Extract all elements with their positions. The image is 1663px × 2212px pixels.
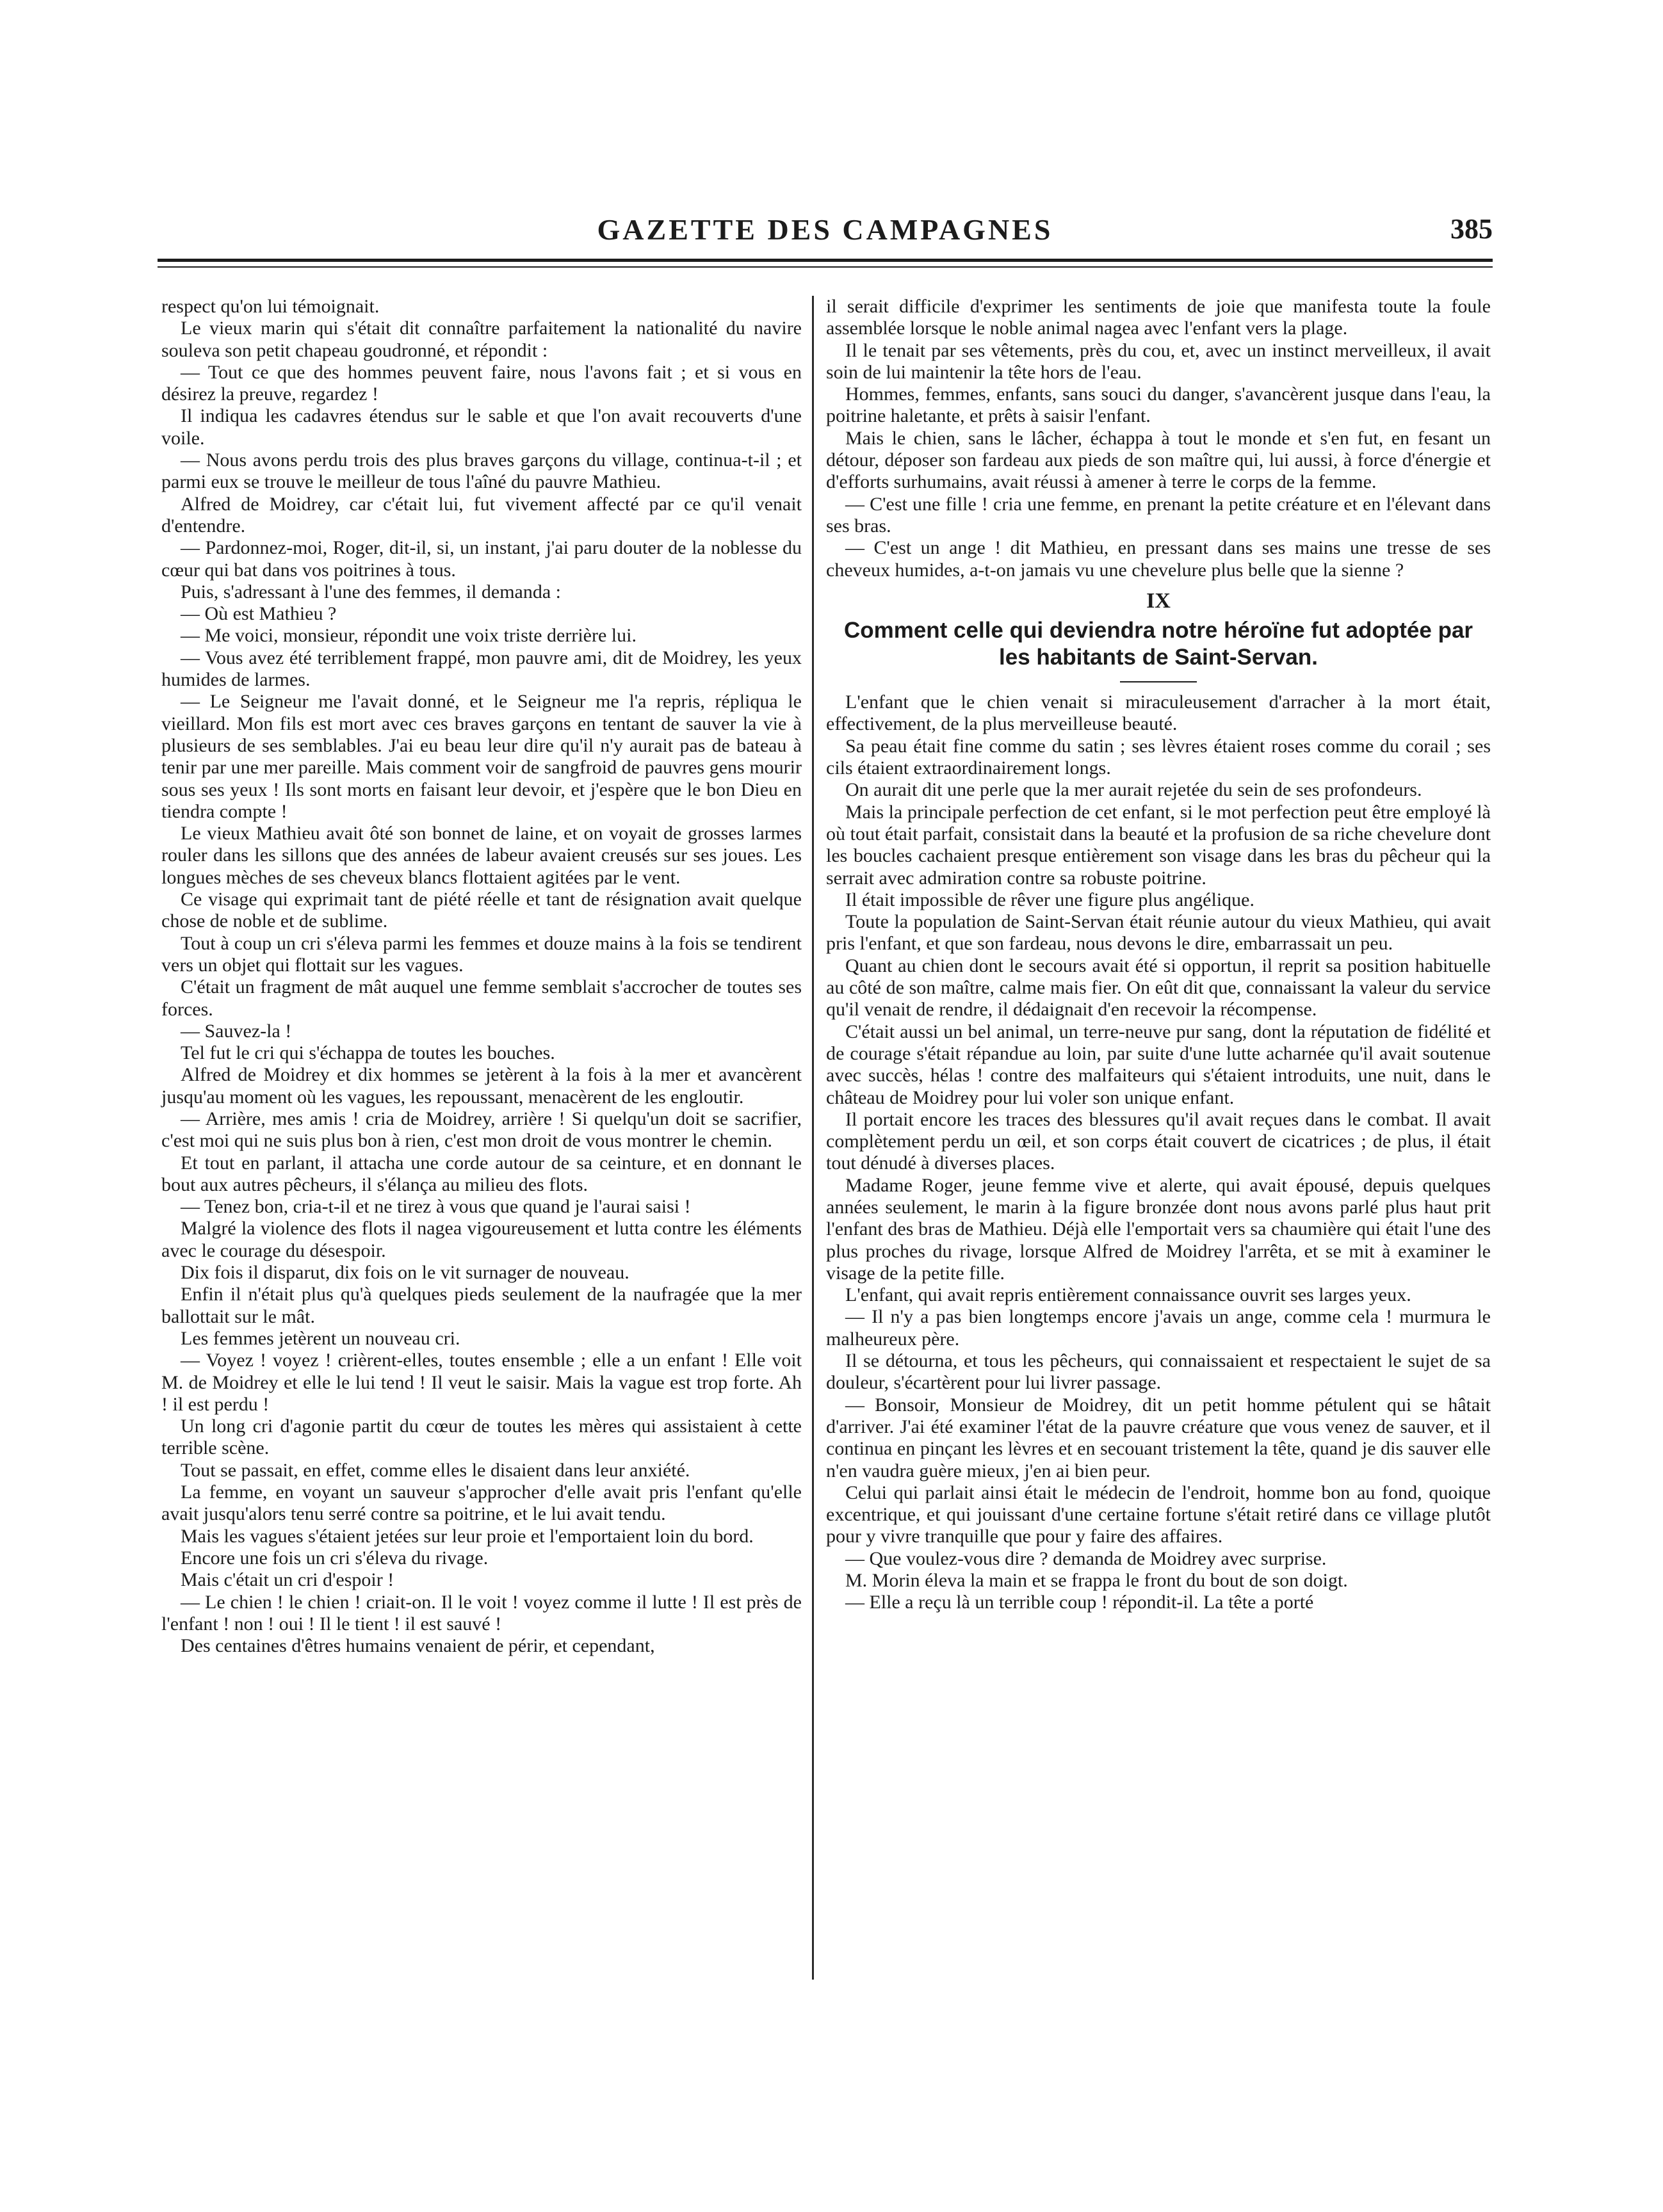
paragraph: C'était aussi un bel animal, un terre-neuve pur sang, dont la réputation de fidélité et de courage s'était répandue au loin, par suite d'une lutte acharnée qu'il avait soutenue avec succès, hélas ! contre des malfaiteurs qui s'étaient introduits, une nuit, dans le château de Moidrey pour lui voler son unique enfant. xyxy=(826,1021,1491,1108)
paragraph: Toute la population de Saint-Servan était réunie autour du vieux Mathieu, qui avait pris l'enfant, et que son fardeau, nous devons le dire, embarrassait un peu. xyxy=(826,911,1491,955)
paragraph: Alfred de Moidrey, car c'était lui, fut vivement affecté par ce qu'il venait d'entendre. xyxy=(161,493,802,537)
paragraph: Il était impossible de rêver une figure plus angélique. xyxy=(845,889,1254,910)
paragraph: — Le chien ! le chien ! criait-on. Il le voit ! voyez comme il lutte ! Il est près de l'enfant ! non ! oui ! Il le tient ! il est sauvé ! xyxy=(161,1591,802,1635)
paragraph: — Sauvez-la ! xyxy=(181,1020,292,1042)
chapter-title: Comment celle qui deviendra notre héroïne fut adoptée par les habitants de Saint-Servan. xyxy=(843,618,1473,670)
paragraph: Malgré la violence des flots il nagea vigoureusement et lutta contre les éléments avec le courage du désespoir. xyxy=(161,1218,802,1261)
column-divider xyxy=(812,296,814,1980)
paragraph: Il se détourna, et tous les pêcheurs, qui connaissaient et respectaient le sujet de sa douleur, s'écartèrent pour lui livrer passage. xyxy=(826,1350,1491,1394)
paragraph: — Bonsoir, Monsieur de Moidrey, dit un petit homme pétulent qui se hâtait d'arriver. J'ai été examiner l'état de la pauvre créature que vous venez de sauver, et il continua en pinçant les lèvres et en secouant tristement la tête, quand je dis sauver elle n'en vaudra guère mieux, j'en ai bien peur. xyxy=(826,1394,1491,1481)
paragraph: Le vieux marin qui s'était dit connaître parfaitement la nationalité du navire souleva son petit chapeau goudronné, et répondit : xyxy=(161,318,802,361)
paragraph: Madame Roger, jeune femme vive et alerte, qui avait épousé, depuis quelques années seulement, le marin à la figure bronzée dont nous avons parlé plus haut prit l'enfant des bras de Mathieu. Déjà elle l'emportait vers sa chaumière qui était l'une des plus proches du rivage, lorsque Alfred de Moidrey l'arrêta, et se mit à examiner le visage de la petite fille. xyxy=(826,1174,1491,1284)
paragraph: L'enfant, qui avait repris entièrement connaissance ouvrit ses larges yeux. xyxy=(845,1284,1411,1306)
paragraph: Il indiqua les cadavres étendus sur le sable et que l'on avait recouverts d'une voile. xyxy=(161,405,802,449)
chapter-rule xyxy=(1120,681,1197,682)
paragraph: Tout se passait, en effet, comme elles le disaient dans leur anxiété. xyxy=(181,1459,690,1481)
paragraph: — Le Seigneur me l'avait donné, et le Seigneur me l'a repris, répliqua le vieillard. Mon fils est mort avec ces braves garçons en tentant de sauver la vie à plusieurs de ses semblables. J'ai eu beau leur dire qu'il n'y aurait pas de bateau à tenir par une mer pareille. Mais comment voir de sangfroid de pauvres gens mourir sous ses yeux ! Ils sont morts en faisant leur devoir, et j'espère que le bon Dieu en tiendra compte ! xyxy=(161,691,802,822)
running-title: GAZETTE DES CAMPAGNES xyxy=(597,213,1053,246)
paragraph: Ce visage qui exprimait tant de piété réelle et tant de résignation avait quelque chose de noble et de sublime. xyxy=(161,889,802,932)
paragraph: La femme, en voyant un sauveur s'approcher d'elle avait pris l'enfant qu'elle avait jusqu'alors tenu serré contre sa poitrine, et le lui avait tendu. xyxy=(161,1481,802,1525)
paragraph: respect qu'on lui témoignait. xyxy=(161,296,380,317)
paragraph: Tel fut le cri qui s'échappa de toutes les bouches. xyxy=(181,1042,555,1064)
paragraph: — C'est une fille ! cria une femme, en prenant la petite créature et en l'élevant dans ses bras. xyxy=(826,493,1491,537)
paragraph: Un long cri d'agonie partit du cœur de toutes les mères qui assistaient à cette terrible scène. xyxy=(161,1416,802,1459)
paragraph: Encore une fois un cri s'éleva du rivage. xyxy=(181,1547,489,1569)
paragraph: — C'est un ange ! dit Mathieu, en pressant dans ses mains une tresse de ses cheveux humides, a-t-on jamais vu une chevelure plus belle que la sienne ? xyxy=(826,537,1491,581)
right-column-before-chapter xyxy=(826,296,1491,581)
paragraph: il serait difficile d'exprimer les sentiments de joie que manifesta toute la foule assemblée lorsque le noble animal nagea avec l'enfant vers la plage. xyxy=(826,296,1491,339)
page-number: 385 xyxy=(1450,213,1493,245)
page-header xyxy=(158,213,1493,245)
paragraph: Quant au chien dont le secours avait été si opportun, il reprit sa position habituelle au côté de son maître, calme mais fier. On eût dit que, connaissant la valeur du service qu'il venait de rendre, il dédaignait d'en recevoir la récompense. xyxy=(826,955,1491,1021)
paragraph: Des centaines d'êtres humains venaient de périr, et cependant, xyxy=(181,1635,655,1657)
paragraph: — Il n'y a pas bien longtemps encore j'avais un ange, comme cela ! murmura le malheureux père. xyxy=(826,1306,1491,1350)
paragraph: — Où est Mathieu ? xyxy=(181,603,337,625)
paragraph: Mais le chien, sans le lâcher, échappa à tout le monde et s'en fut, en fesant un détour, déposer son fardeau aux pieds de son maître qui, lui aussi, à force d'énergie et d'efforts surhumains, avait réussi à amener à terre le corps de la femme. xyxy=(826,427,1491,493)
paragraph: On aurait dit une perle que la mer aurait rejetée du sein de ses profondeurs. xyxy=(845,779,1422,801)
chapter-number: IX xyxy=(1146,588,1171,613)
right-column xyxy=(826,296,1491,1614)
paragraph: Il le tenait par ses vêtements, près du cou, et, avec un instinct merveilleux, il avait soin de lui maintenir la tête hors de l'eau. xyxy=(826,339,1491,383)
paragraph: Mais la principale perfection de cet enfant, si le mot perfection peut être employé là où tout était parfait, consistait dans la beauté et la profusion de sa riche chevelure dont les boucles cachaient presque entièrement son visage dans les bras du pêcheur qui la serrait avec admiration contre sa robuste poitrine. xyxy=(826,801,1491,889)
paragraph: Hommes, femmes, enfants, sans souci du danger, s'avancèrent jusque dans l'eau, la poitrine haletante, et prêts à saisir l'enfant. xyxy=(826,383,1491,427)
paragraph: Et tout en parlant, il attacha une corde autour de sa ceinture, et en donnant le bout aux autres pêcheurs, il s'élança au milieu des flots. xyxy=(161,1152,802,1195)
right-column-after-chapter xyxy=(826,691,1491,1613)
paragraph: Celui qui parlait ainsi était le médecin de l'endroit, homme bon au fond, quoique excentrique, et qui jouissant d'une certaine fortune s'était retiré dans ce village plutôt pour y vivre tranquille que pour y faire des affaires. xyxy=(826,1481,1491,1547)
paragraph: L'enfant que le chien venait si miraculeusement d'arracher à la mort était, effectivement, de la plus merveilleuse beauté. xyxy=(826,691,1491,735)
header-rule xyxy=(158,259,1493,268)
paragraph: — Tout ce que des hommes peuvent faire, nous l'avons fait ; et si vous en désirez la preuve, regardez ! xyxy=(161,361,802,405)
paragraph: — Voyez ! voyez ! crièrent-elles, toutes ensemble ; elle a un enfant ! Elle voit M. de Moidrey et elle le lui tend ! Il veut le saisir. Mais la vague est trop forte. Ah ! il est perdu ! xyxy=(161,1350,802,1415)
paragraph: Les femmes jetèrent un nouveau cri. xyxy=(181,1327,460,1349)
paragraph: Le vieux Mathieu avait ôté son bonnet de laine, et on voyait de grosses larmes rouler dans les sillons que des années de labeur avaient creusés sur ses joues. Les longues mèches de ses cheveux blancs flottaient agitées par le vent. xyxy=(161,823,802,888)
paragraph: Mais c'était un cri d'espoir ! xyxy=(181,1569,394,1591)
paragraph: — Me voici, monsieur, répondit une voix triste derrière lui. xyxy=(181,625,637,647)
paragraph: Enfin il n'était plus qu'à quelques pieds seulement de la naufragée que la mer ballottait sur le mât. xyxy=(161,1284,802,1327)
paragraph: — Nous avons perdu trois des plus braves garçons du village, continua-t-il ; et parmi eux se trouve le meilleur de tous l'aîné du pauvre Mathieu. xyxy=(161,449,802,493)
paragraph: — Arrière, mes amis ! cria de Moidrey, arrière ! Si quelqu'un doit se sacrifier, c'est moi qui ne suis plus bon à rien, c'est mon droit de vous montrer le chemin. xyxy=(161,1108,802,1152)
paragraph: — Pardonnez-moi, Roger, dit-il, si, un instant, j'ai paru douter de la noblesse du cœur qui bat dans vos poitrines à tous. xyxy=(161,537,802,581)
paragraph: — Que voulez-vous dire ? demanda de Moidrey avec surprise. xyxy=(845,1547,1327,1569)
paragraph: Il portait encore les traces des blessures qu'il avait reçues dans le combat. Il avait complètement perdu un œil, et son corps était couvert de cicatrices ; de plus, il était tout dénudé à diverses places. xyxy=(826,1108,1491,1174)
paragraph: Alfred de Moidrey et dix hommes se jetèrent à la fois à la mer et avancèrent jusqu'au moment où les vagues, les repoussant, menacèrent de les engloutir. xyxy=(161,1064,802,1108)
paragraph: Sa peau était fine comme du satin ; ses lèvres étaient roses comme du corail ; ses cils étaient extraordinairement longs. xyxy=(826,735,1491,779)
paragraph: — Vous avez été terriblement frappé, mon pauvre ami, dit de Moidrey, les yeux humides de larmes. xyxy=(161,647,802,691)
paragraph: Tout à coup un cri s'éleva parmi les femmes et douze mains à la fois se tendirent vers un objet qui flottait sur les vagues. xyxy=(161,932,802,976)
paragraph: M. Morin éleva la main et se frappa le front du bout de son doigt. xyxy=(845,1570,1348,1592)
paragraph: Mais les vagues s'étaient jetées sur leur proie et l'emportaient loin du bord. xyxy=(181,1525,754,1547)
paragraph: Dix fois il disparut, dix fois on le vit surnager de nouveau. xyxy=(181,1262,629,1284)
paragraph: C'était un fragment de mât auquel une femme semblait s'accrocher de toutes ses forces. xyxy=(161,976,802,1020)
left-column xyxy=(161,296,802,1657)
paragraph: — Tenez bon, cria-t-il et ne tirez à vous que quand je l'aurai saisi ! xyxy=(181,1196,691,1218)
paragraph: Puis, s'adressant à l'une des femmes, il demanda : xyxy=(181,581,562,602)
paragraph: — Elle a reçu là un terrible coup ! répondit-il. La tête a porté xyxy=(845,1592,1314,1613)
